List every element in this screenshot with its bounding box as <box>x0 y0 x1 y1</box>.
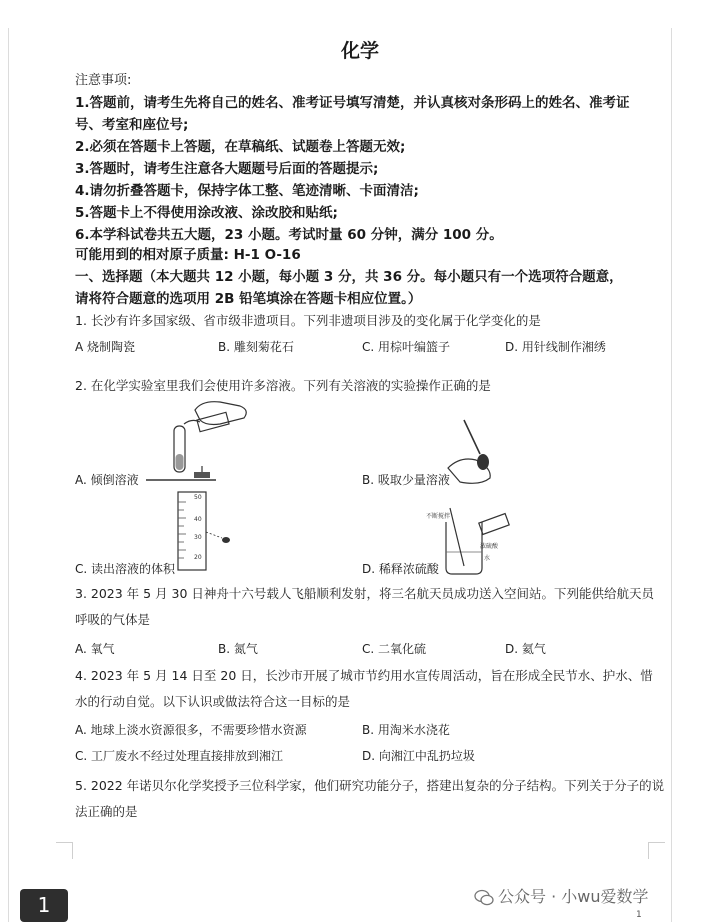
section-heading: 请将符合题意的选项用 2B 铅笔填涂在答题卡相应位置。） <box>75 291 422 307</box>
page-indicator-button[interactable]: 1 <box>20 889 68 922</box>
figure-dropper <box>440 416 510 490</box>
q3-option-c: C. 二氧化硫 <box>362 642 427 656</box>
q2-option-b: B. 吸取少量溶液 <box>362 473 450 487</box>
question-4-stem: 4. 2023 年 5 月 14 日至 20 日，长沙市开展了城市节约用水宣传周活动，旨在形成全民节水、护水、惜 <box>75 668 653 683</box>
crop-mark <box>56 842 73 859</box>
figure-label: 不断搅拌 <box>426 513 451 520</box>
question-4-stem: 水的行动自觉。以下认识或做法符合这一目标的是 <box>75 694 351 709</box>
q4-option-b: B. 用淘米水浇花 <box>362 723 450 737</box>
figure-label: 浓硫酸 <box>480 543 499 550</box>
q2-option-a: A. 倾倒溶液 <box>75 473 139 487</box>
q2-option-d: D. 稀释浓硫酸 <box>362 562 439 576</box>
cylinder-tick-label: 40 <box>194 516 202 523</box>
cylinder-tick-label: 20 <box>194 554 202 561</box>
question-3-stem: 3. 2023 年 5 月 30 日神舟十六号载人飞船顺利发射，将三名航天员成功送入空间站。下列能供给航天员 <box>75 586 654 601</box>
q1-option-c: C. 用棕叶编篮子 <box>362 340 451 354</box>
q3-option-b: B. 氮气 <box>218 642 258 656</box>
q4-option-d: D. 向湘江中乱扔垃圾 <box>362 749 475 763</box>
q1-option-b: B. 雕刻菊花石 <box>218 340 294 354</box>
question-5-stem: 法正确的是 <box>75 804 138 819</box>
question-2-stem: 2. 在化学实验室里我们会使用许多溶液。下列有关溶液的实验操作正确的是 <box>75 378 491 393</box>
q1-option-d: D. 用针线制作湘绣 <box>505 340 606 354</box>
notice-line: 4.请勿折叠答题卡，保持字体工整、笔迹清晰、卡面清洁; <box>75 183 419 199</box>
notice-line: 3.答题时，请考生注意各大题题号后面的答题提示; <box>75 161 379 177</box>
question-3-stem: 呼吸的气体是 <box>75 612 151 627</box>
cylinder-tick-label: 50 <box>194 494 202 501</box>
wechat-icon <box>474 889 494 907</box>
q2-option-c: C. 读出溶液的体积 <box>75 562 176 576</box>
q4-option-a: A. 地球上淡水资源很多，不需要珍惜水资源 <box>75 723 307 737</box>
atomic-mass-line: 可能用到的相对原子质量: H-1 O-16 <box>75 247 301 263</box>
figure-pouring-solution <box>140 396 260 492</box>
q3-option-a: A. 氧气 <box>75 642 115 656</box>
notice-heading: 注意事项: <box>75 73 132 88</box>
question-1-stem: 1. 长沙有许多国家级、省市级非遗项目。下列非遗项目涉及的变化属于化学变化的是 <box>75 313 541 328</box>
page-title: 化学 <box>340 40 379 62</box>
figure-label: 水 <box>484 555 491 562</box>
q3-option-d: D. 氦气 <box>505 642 546 656</box>
q4-option-c: C. 工厂废水不经过处理直接排放到湘江 <box>75 749 284 763</box>
notice-line: 5.答题卡上不得使用涂改液、涂改胶和贴纸; <box>75 205 338 221</box>
notice-line: 6.本学科试卷共五大题，23 小题。考试时量 60 分钟，满分 100 分。 <box>75 227 503 243</box>
notice-line: 2.必须在答题卡上答题，在草稿纸、试题卷上答题无效; <box>75 139 406 155</box>
watermark-text: 公众号 · 小wu爱数学 <box>498 887 649 906</box>
notice-line: 号、考室和座位号; <box>75 117 189 133</box>
crop-mark <box>648 842 665 859</box>
footer-page-number: 1 <box>636 910 642 920</box>
figure-graduated-cylinder <box>172 488 242 574</box>
notice-line: 1.答题前，请考生先将自己的姓名、准考证号填写清楚，并认真核对条形码上的姓名、准考证 <box>75 95 630 111</box>
watermark <box>474 884 649 907</box>
q1-option-a: A 烧制陶瓷 <box>75 340 136 354</box>
cylinder-tick-label: 30 <box>194 534 202 541</box>
question-5-stem: 5. 2022 年诺贝尔化学奖授予三位科学家，他们研究功能分子，搭建出复杂的分子结构。下列关于分子的说 <box>75 778 665 793</box>
section-heading: 一、选择题（本大题共 12 小题，每小题 3 分，共 36 分。每小题只有一个选项符合题意， <box>75 269 623 285</box>
